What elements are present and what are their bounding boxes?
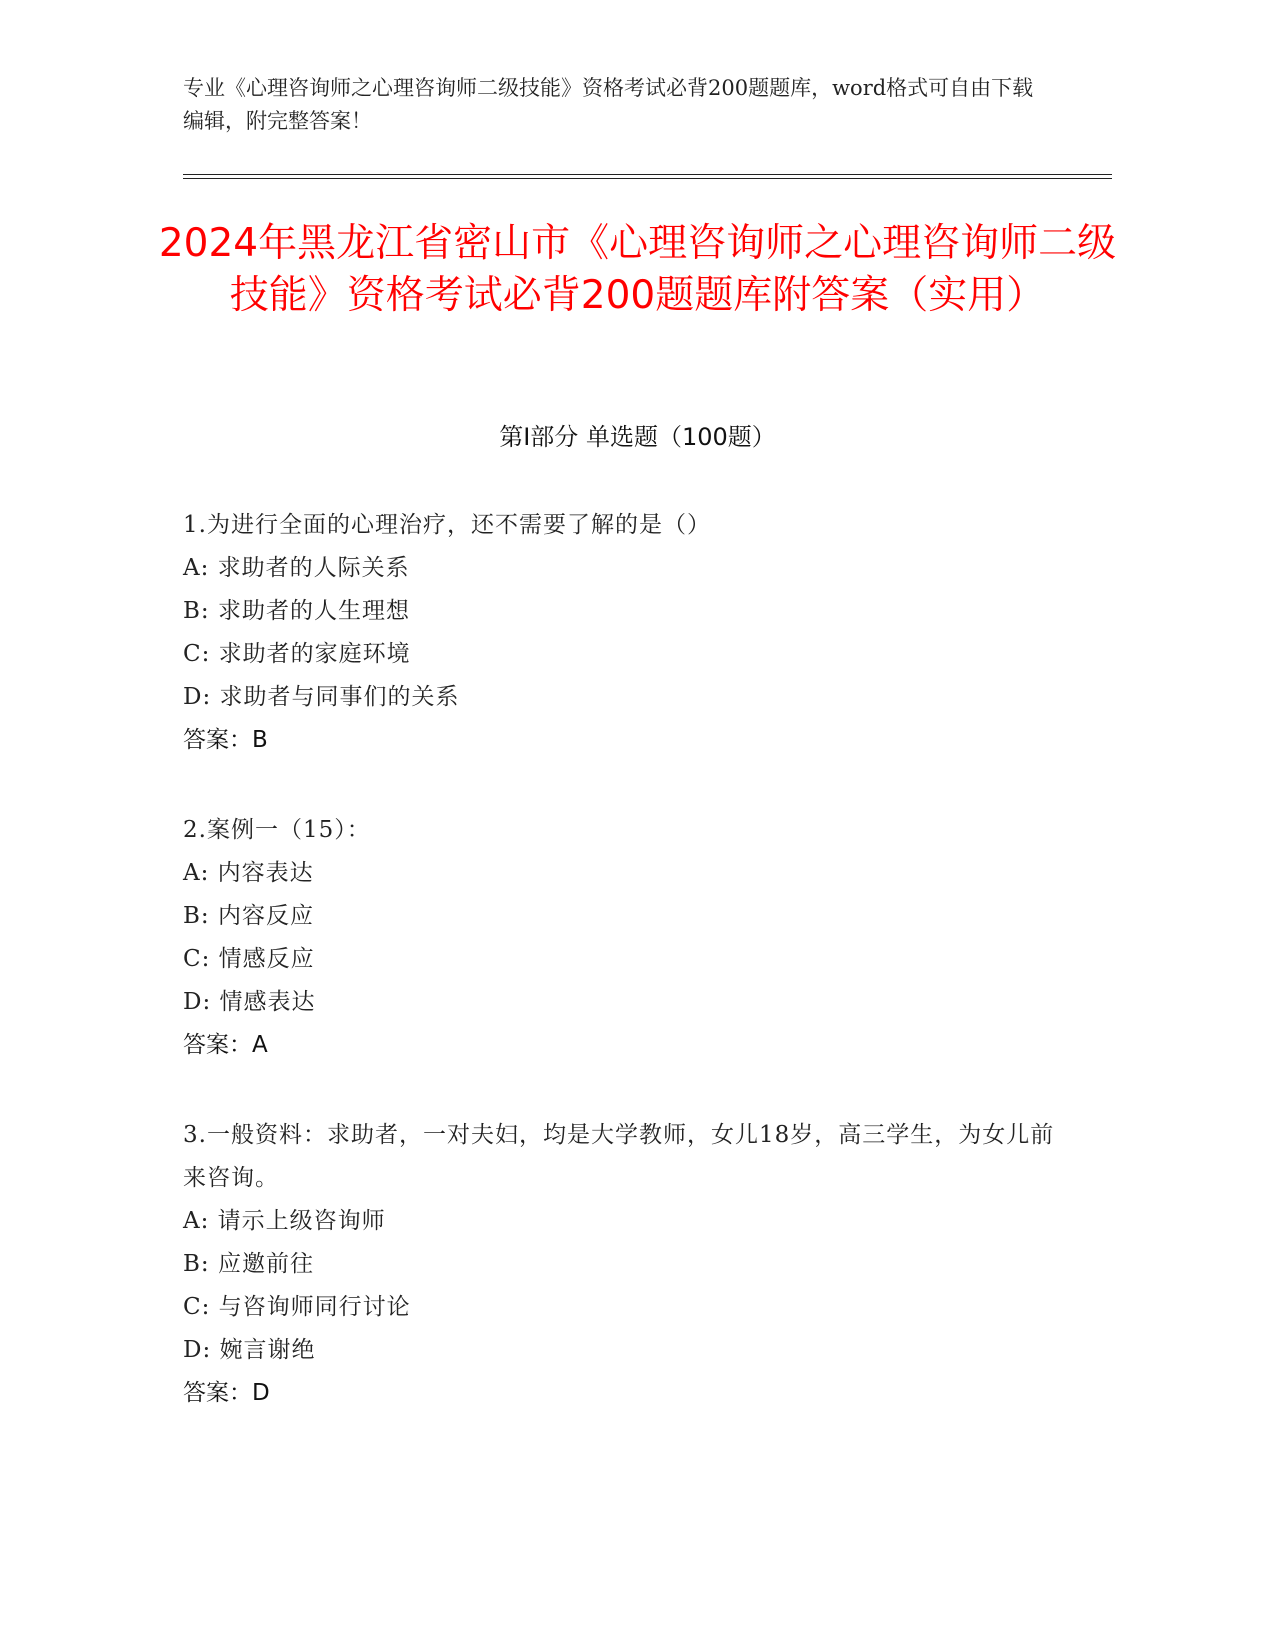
option-b: B: 内容反应 — [183, 903, 314, 929]
question-1 — [183, 504, 1063, 762]
question-stem: 3.一般资料：求助者，一对夫妇，均是大学教师，女儿18岁，高三学生，为女儿前来咨询。 — [183, 1122, 1055, 1191]
question-2 — [183, 809, 1063, 1067]
header-divider — [183, 174, 1112, 179]
answer: 答案：A — [183, 1032, 268, 1058]
option-c: C: 情感反应 — [183, 946, 315, 972]
option-c: C: 求助者的家庭环境 — [183, 641, 411, 667]
section-title: 第Ⅰ部分 单选题（100题） — [499, 423, 776, 451]
option-d: D: 情感表达 — [183, 989, 316, 1015]
option-d: D: 求助者与同事们的关系 — [183, 684, 460, 710]
header-note: 专业《心理咨询师之心理咨询师二级技能》资格考试必背200题题库，word格式可自由下载编辑，附完整答案！ — [183, 76, 1034, 133]
option-a: A: 请示上级咨询师 — [183, 1208, 386, 1234]
question-stem: 2.案例一（15）： — [183, 817, 371, 843]
question-3 — [183, 1114, 1063, 1415]
document-title: 2024年黑龙江省密山市《心理咨询师之心理咨询师二级技能》资格考试必背200题题库附答案（实用） — [158, 221, 1117, 318]
answer: 答案：D — [183, 1380, 270, 1406]
option-d: D: 婉言谢绝 — [183, 1337, 316, 1363]
option-a: A: 求助者的人际关系 — [183, 555, 410, 581]
option-c: C: 与咨询师同行讨论 — [183, 1294, 411, 1320]
answer: 答案：B — [183, 727, 268, 753]
option-b: B: 应邀前往 — [183, 1251, 314, 1277]
option-b: B: 求助者的人生理想 — [183, 598, 410, 624]
option-a: A: 内容表达 — [183, 860, 314, 886]
question-stem: 1.为进行全面的心理治疗，还不需要了解的是（） — [183, 512, 711, 538]
